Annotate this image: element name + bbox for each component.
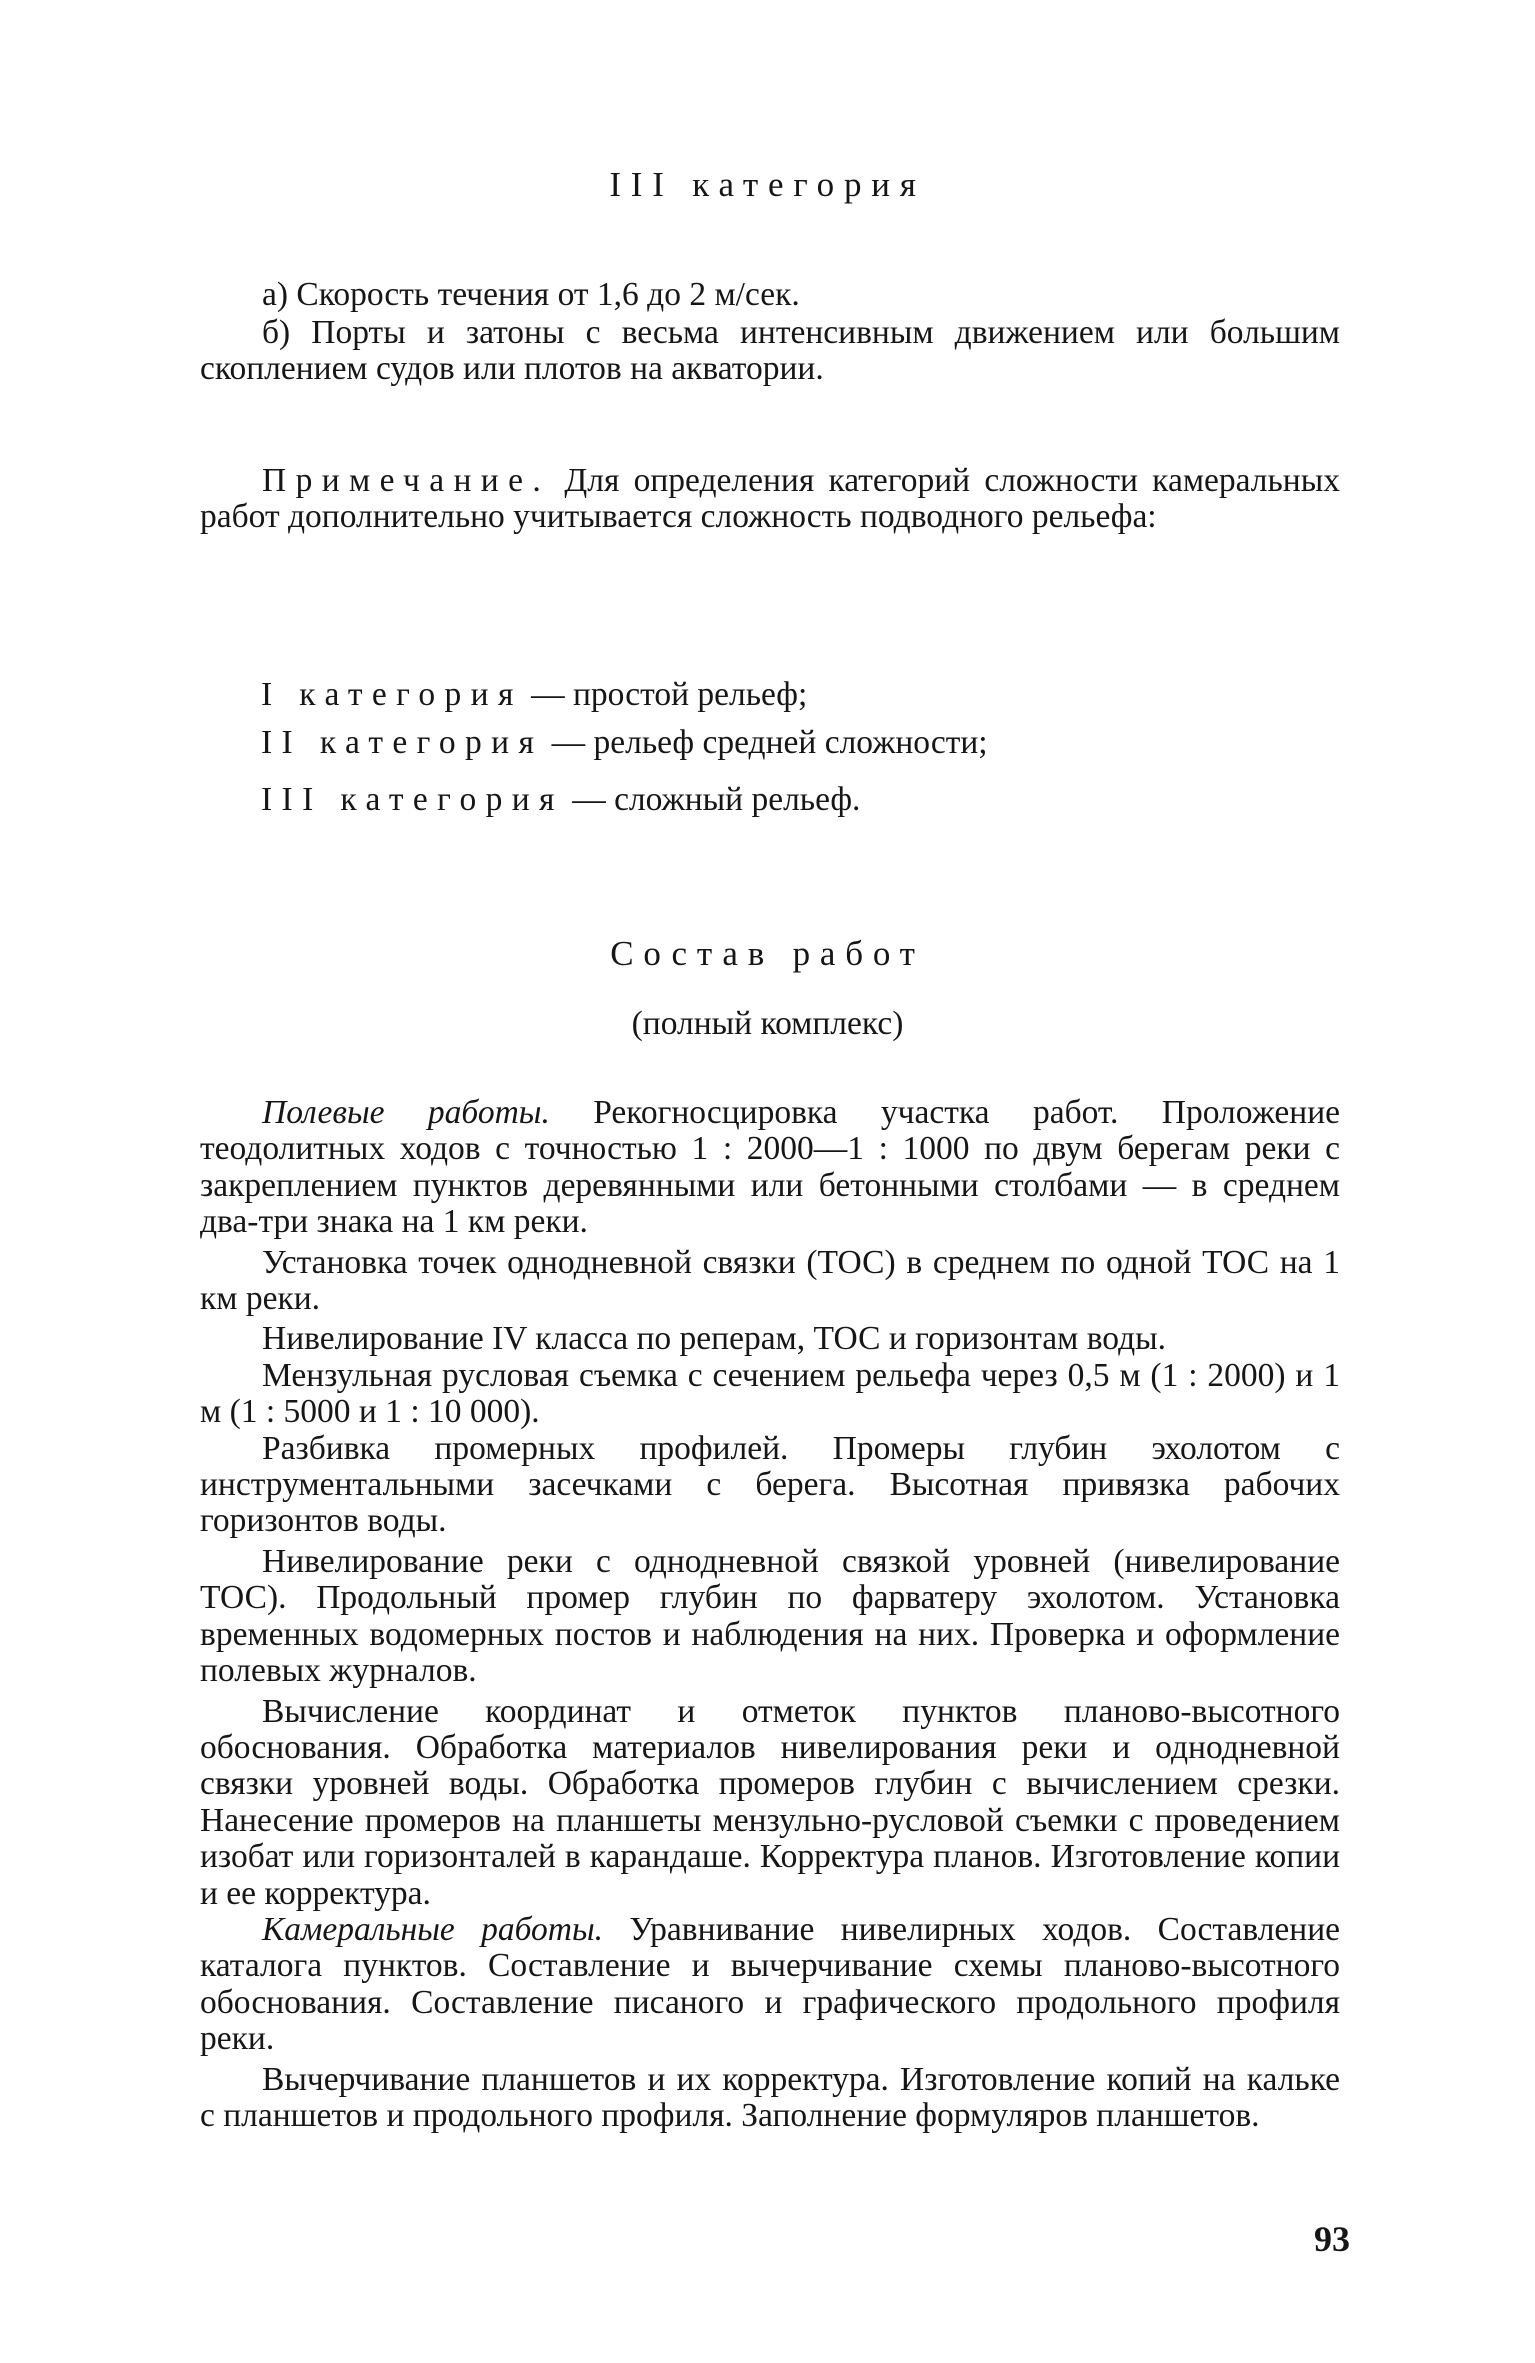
paragraph-text: Мензульная русловая съемка с сечением рельефа через 0,5 м (1 : 2000) и 1 м (1 : 5000 и 1 : 10 000). (200, 1356, 1340, 1431)
paragraph-text: Уравнивание нивелирных ходов. Составление каталога пунктов. Составление и вычерчивание схемы планово-высотного обоснования. Составление писаного и графического продольного профиля реки. (200, 1910, 1341, 2058)
relief-category-label: II категория (261, 724, 544, 761)
paragraph (200, 1912, 1340, 2058)
paragraph-text: Нивелирование IV класса по реперам, ТОС и горизонтам воды. (262, 1320, 1166, 1358)
note-paragraph (200, 463, 1340, 536)
relief-category-2 (261, 724, 988, 762)
note-label: Примечание. (262, 462, 551, 499)
paragraph-text: Нивелирование реки с однодневной связкой уровней (нивелирование ТОС). Продольный промер глубин по фарватеру эхолотом. Установка временных водомерных постов и наблюдения на них. Проверка и оформление полевых журналов. (200, 1542, 1340, 1690)
paragraph (200, 1321, 1340, 1357)
paragraph-lead: Камеральные работы. (262, 1910, 604, 1948)
relief-category-label: III категория (261, 781, 564, 818)
paragraph (200, 1431, 1340, 1540)
paragraph-text: Установка точек однодневной связки (ТОС) в среднем по одной ТОС на 1 км реки. (200, 1243, 1340, 1318)
paragraph-text: Разбивка промерных профилей. Промеры глубин эхолотом с инструментальными засечками с берега. Высотная привязка рабочих горизонтов воды. (200, 1429, 1340, 1540)
paragraph (200, 1544, 1340, 1690)
paragraph-text: Вычисление координат и отметок пунктов планово-высотного обоснования. Обработка материалов нивелирования реки и однодневной связки уровней воды. Обработка промеров глубин с вычислением срезки. Нанесение промеров на планшеты мензульно-русловой съемки с проведением изобат или горизонталей в карандаше. Корректура планов. Изготовление копии и ее корректура. (200, 1692, 1340, 1912)
section-subtitle: (полный комплекс) (631, 1005, 904, 1042)
relief-category-1 (261, 676, 807, 714)
paragraph (200, 1095, 1340, 1241)
page-number: 93 (1314, 2219, 1350, 2259)
paragraph-lead: Полевые работы. (262, 1094, 550, 1131)
relief-category-label: I категория (261, 676, 523, 713)
paragraph (200, 1358, 1340, 1431)
paragraph (200, 1694, 1340, 1912)
condition-b: б) Порты и затоны с весьма интенсивным движением или большим скоплением судов или плотов на акватории. (200, 314, 1340, 388)
paragraph (200, 2062, 1340, 2135)
paragraph-text: Вычерчивание планшетов и их корректура. Изготовление копий на кальке с планшетов и продольного профиля. Заполнение формуляров планшетов. (200, 2060, 1340, 2134)
relief-category-3 (261, 781, 860, 819)
work-description (200, 1095, 1340, 2134)
section-title: Состав работ (610, 934, 925, 973)
relief-category-text: — сложный рельеф. (563, 781, 861, 818)
relief-category-text: — простой рельеф; (522, 676, 808, 713)
relief-category-text: — рельеф средней сложности; (543, 724, 988, 761)
paragraph-text: Рекогносцировка участка работ. Проложение теодолитных ходов с точностью 1 : 2000—1 : 1000 по двум берегам реки с закреплением пунктов деревянными или бетонными столбами — в среднем два-три знака на 1 км реки. (200, 1094, 1340, 1241)
paragraph (200, 1245, 1340, 1318)
category-heading: III категория (609, 165, 926, 204)
condition-a: а) Скорость течения от 1,6 до 2 м/сек. (262, 276, 800, 313)
note-text: Для определения категорий сложности камеральных работ дополнительно учитывается сложность подводного рельефа: (200, 462, 1340, 536)
